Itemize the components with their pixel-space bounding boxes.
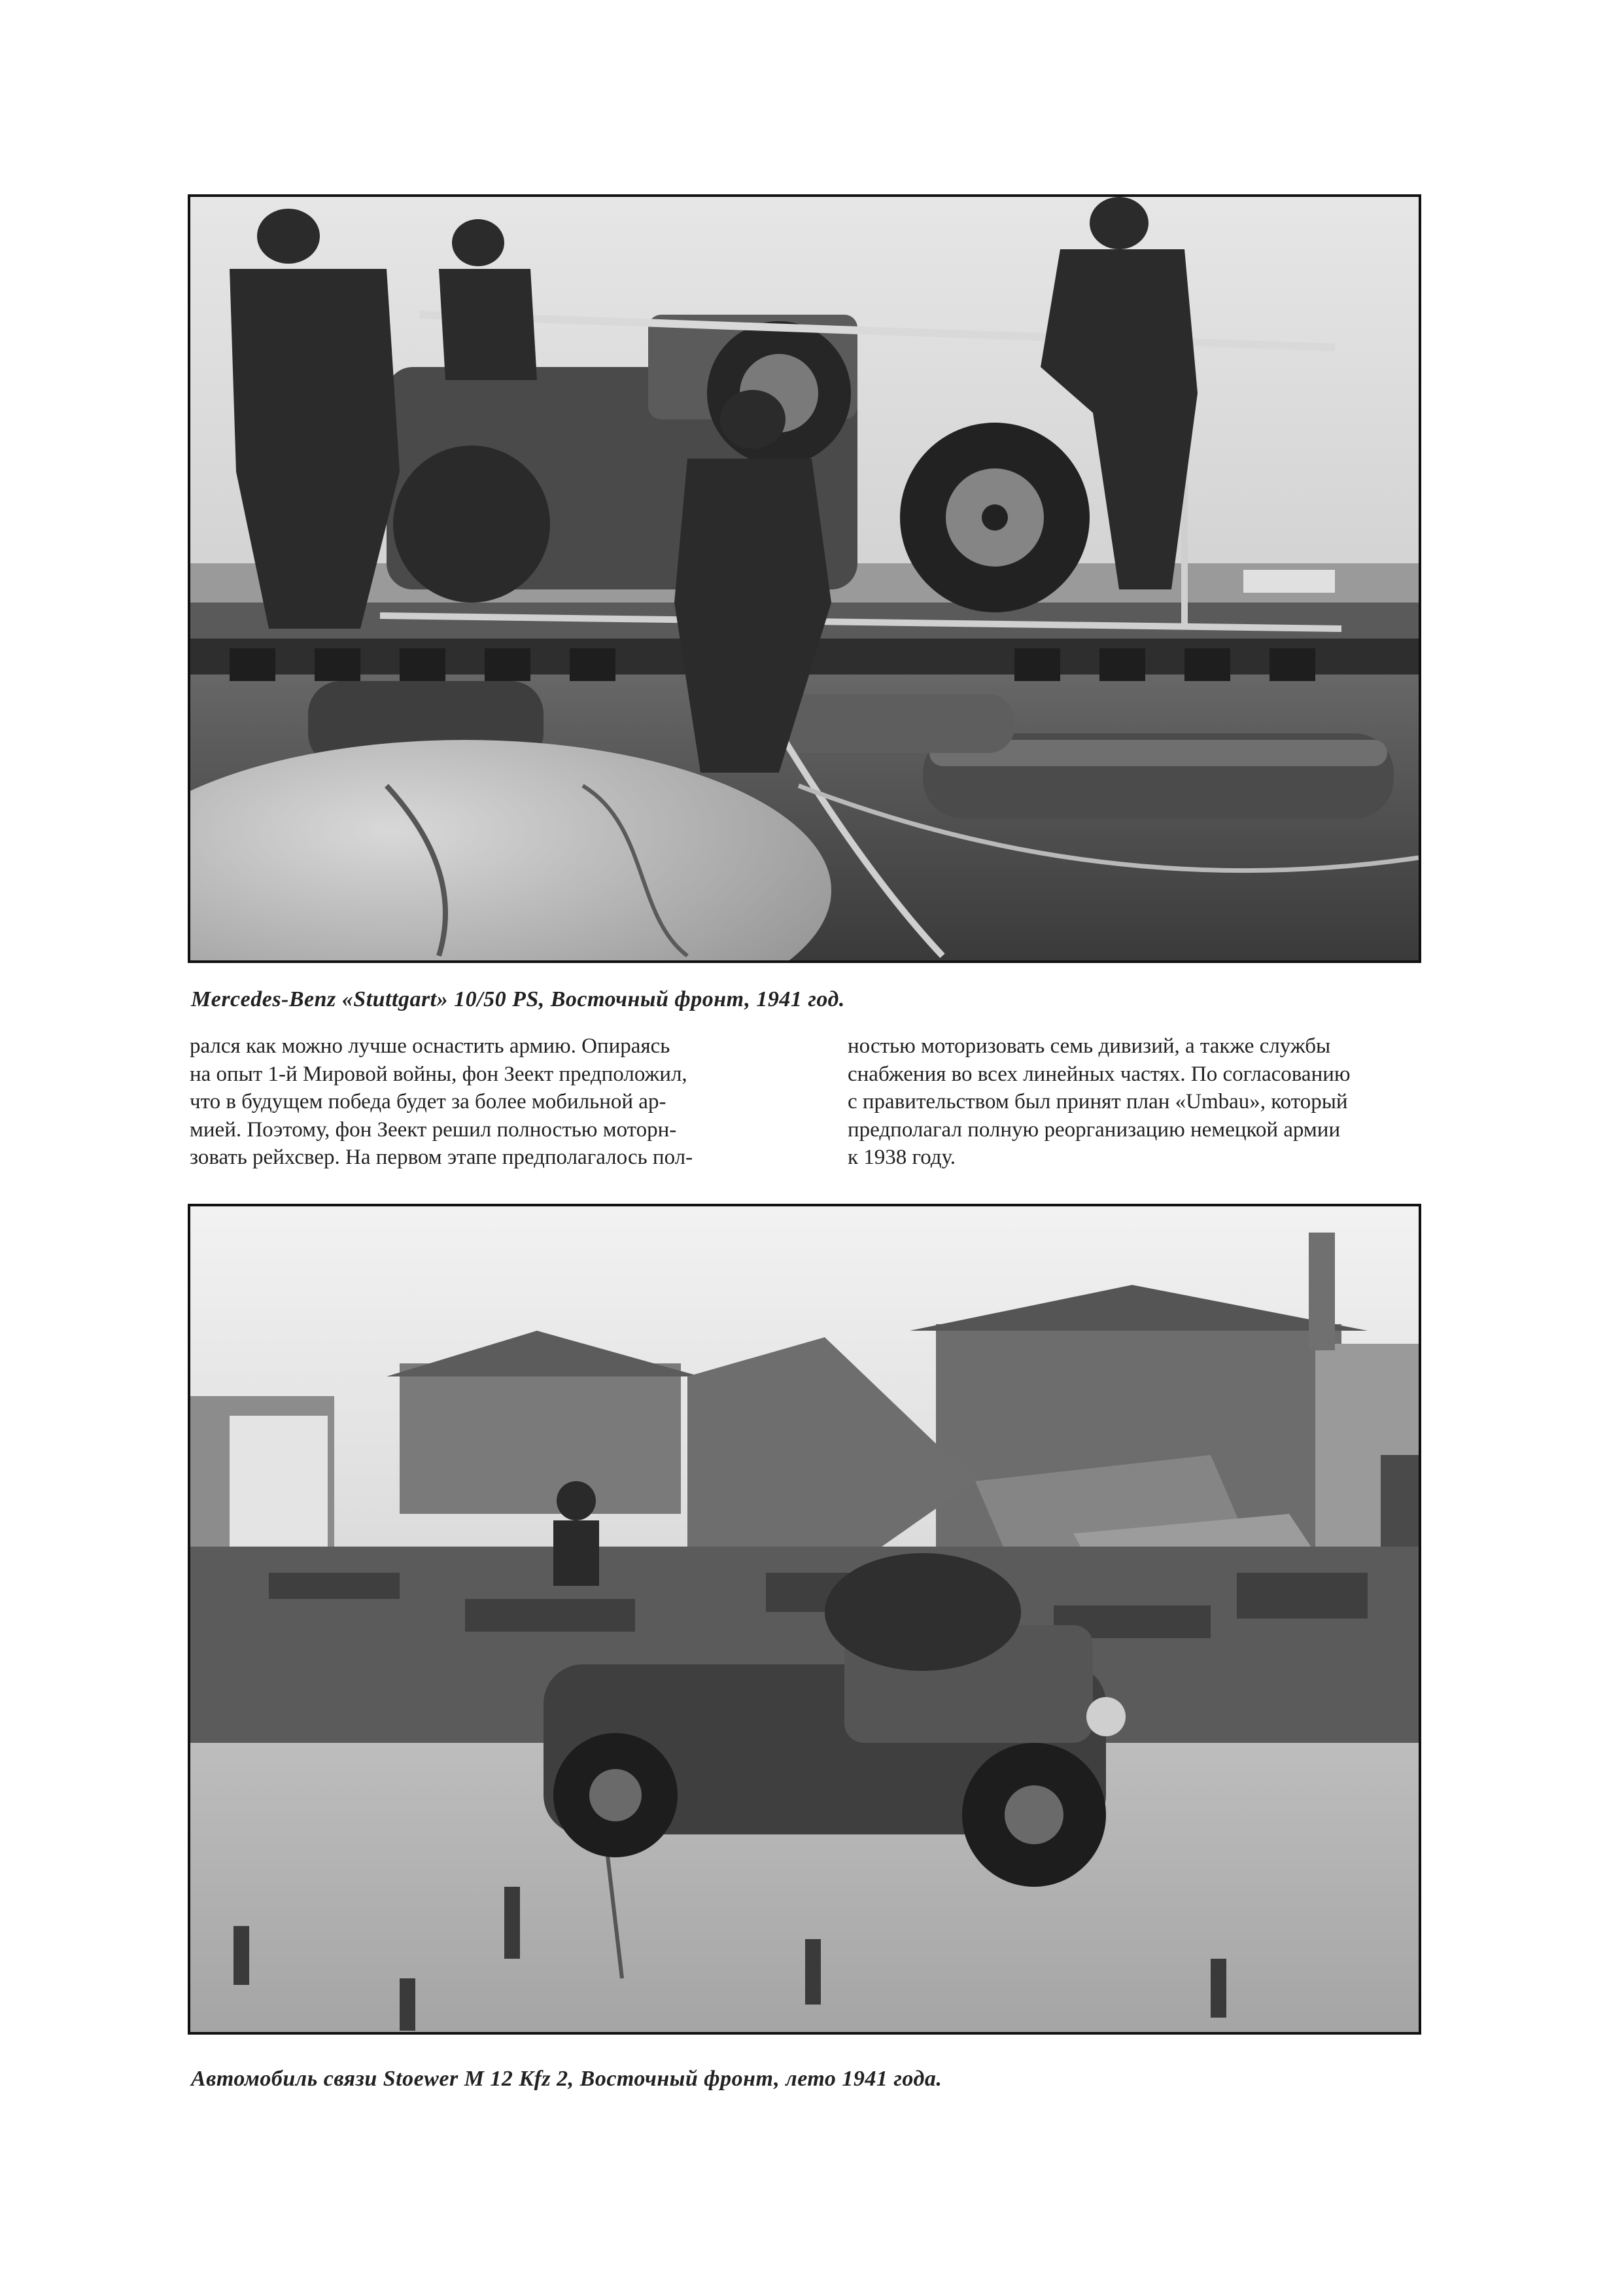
body-text-line: на опыт 1-й Мировой войны, фон Зеект предположил, [190, 1062, 687, 1086]
body-text-right-column [848, 1032, 1423, 1172]
photo-top-illustration [190, 197, 1419, 960]
photo-mercedes-benz-stuttgart [188, 194, 1421, 963]
photo-bottom-illustration [190, 1206, 1419, 2032]
body-text-line: зовать рейхсвер. На первом этапе предполагалось пол- [190, 1146, 693, 1169]
body-text-left-column [190, 1032, 765, 1172]
photo-top-caption: Mercedes-Benz «Stuttgart» 10/50 PS, Восточный фронт, 1941 год. [191, 987, 845, 1011]
body-text-line: предполагал полную реорганизацию немецкой армии [848, 1117, 1341, 1142]
body-text-line: ностью моторизовать семь дивизий, а также службы [848, 1034, 1331, 1058]
photo-bottom-caption: Автомобиль связи Stoewer M 12 Kfz 2, Восточный фронт, лето 1941 года. [191, 2067, 942, 2091]
body-text-line: к 1938 году. [848, 1146, 956, 1169]
photo-stoewer-m12-kfz2 [188, 1204, 1421, 2035]
body-text-line: рался как можно лучше оснастить армию. Опираясь [190, 1034, 670, 1058]
body-text-line: снабжения во всех линейных частях. По согласованию [848, 1062, 1351, 1086]
body-text-line: мией. Поэтому, фон Зеект решил полностью моторн- [190, 1117, 677, 1142]
body-text-line: с правительством был принят план «Umbau», который [848, 1090, 1348, 1113]
body-text-line: что в будущем победа будет за более мобильной ар- [190, 1090, 666, 1113]
